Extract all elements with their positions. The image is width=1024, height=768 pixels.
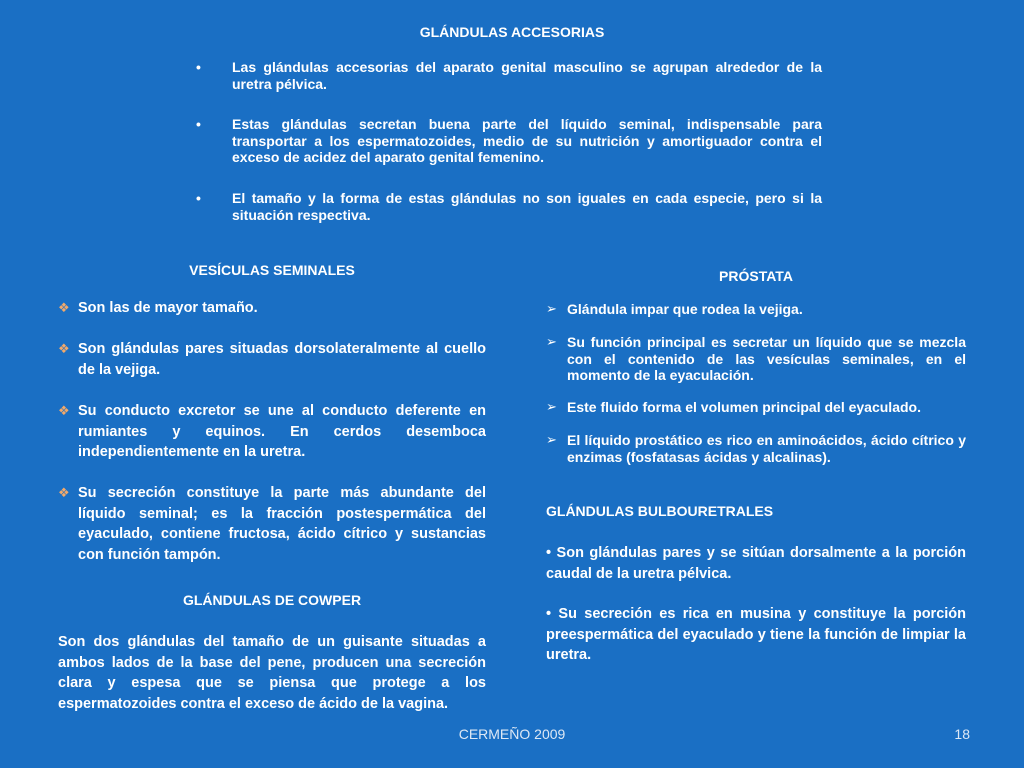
- section-title-cowper: GLÁNDULAS DE COWPER: [182, 592, 362, 608]
- accesorias-item-text: Las glándulas accesorias del aparato genital masculino se agrupan alrededor de la uretra pélvica.: [232, 59, 822, 92]
- prostata-item-text: Su función principal es secretar un líquido que se mezcla con el contenido de las vesículas seminales, en el momento de la eyaculación.: [567, 334, 966, 383]
- bullet-dot-icon: •: [196, 59, 201, 75]
- vesiculas-item-text: Su secreción constituye la parte más abundante del líquido seminal; es la fracción postespermática del eyaculado, contiene fructosa, ácido cítrico y sustancias con función tampón.: [78, 485, 486, 563]
- vesiculas-item-1: [58, 298, 486, 319]
- arrow-bullet-icon: ➢: [546, 334, 557, 349]
- prostata-item-4: [546, 432, 966, 465]
- accesorias-item-text: El tamaño y la forma de estas glándulas no son iguales en cada especie, pero si la situación respectiva.: [232, 190, 822, 223]
- arrow-bullet-icon: ➢: [546, 399, 557, 414]
- section-title-prostata: PRÓSTATA: [719, 268, 793, 284]
- vesiculas-item-text: Son las de mayor tamaño.: [78, 300, 258, 316]
- section-title-vesiculas: VESÍCULAS SEMINALES: [189, 262, 355, 278]
- vesiculas-item-2: [58, 339, 486, 380]
- prostata-item-text: Este fluido forma el volumen principal del eyaculado.: [567, 399, 921, 415]
- bulbouretrales-item-2: • Su secreción es rica en musina y constituye la porción preespermática del eyaculado y tiene la función de limpiar la uretra.: [546, 606, 966, 663]
- vesiculas-item-text: Su conducto excretor se une al conducto deferente en rumiantes y equinos. En cerdos desemboca independientemente en la uretra.: [78, 403, 486, 460]
- vesiculas-item-text: Son glándulas pares situadas dorsolateralmente al cuello de la vejiga.: [78, 341, 486, 378]
- prostata-item-3: [546, 399, 966, 416]
- arrow-bullet-icon: ➢: [546, 301, 557, 316]
- section-title-accesorias: GLÁNDULAS ACCESORIAS: [419, 24, 605, 40]
- prostata-item-1: [546, 301, 966, 318]
- diamond-bullet-icon: ❖: [58, 403, 70, 418]
- footer-author: CERMEÑO 2009: [458, 726, 566, 742]
- prostata-item-text: Glándula impar que rodea la vejiga.: [567, 301, 803, 317]
- accesorias-item-3: [196, 190, 822, 223]
- vesiculas-item-4: [58, 483, 486, 565]
- diamond-bullet-icon: ❖: [58, 485, 70, 500]
- accesorias-item-1: [196, 59, 822, 92]
- accesorias-item-text: Estas glándulas secretan buena parte del líquido seminal, indispensable para transportar a los espermatozoides, medio de su nutrición y amortiguador contra el exceso de acidez del aparato genital femenino.: [232, 116, 822, 165]
- arrow-bullet-icon: ➢: [546, 432, 557, 447]
- diamond-bullet-icon: ❖: [58, 300, 70, 315]
- bullet-dot-icon: •: [196, 190, 201, 206]
- accesorias-item-2: [196, 116, 822, 166]
- prostata-item-2: [546, 334, 966, 384]
- bullet-dot-icon: •: [196, 116, 201, 132]
- prostata-item-text: El líquido prostático es rico en aminoácidos, ácido cítrico y enzimas (fosfatasas ácidas y alcalinas).: [567, 432, 966, 465]
- section-title-bulbouretrales: GLÁNDULAS BULBOURETRALES: [546, 503, 774, 519]
- vesiculas-item-3: [58, 401, 486, 463]
- page-number: 18: [954, 726, 970, 742]
- diamond-bullet-icon: ❖: [58, 341, 70, 356]
- bulbouretrales-item-1: • Son glándulas pares y se sitúan dorsalmente a la porción caudal de la uretra pélvica.: [546, 545, 966, 582]
- cowper-paragraph: Son dos glándulas del tamaño de un guisante situadas a ambos lados de la base del pene, producen una secreción clara y espesa que se piensa que protege a los espermatozoides contra el exceso de ácido de la vagina.: [58, 634, 486, 712]
